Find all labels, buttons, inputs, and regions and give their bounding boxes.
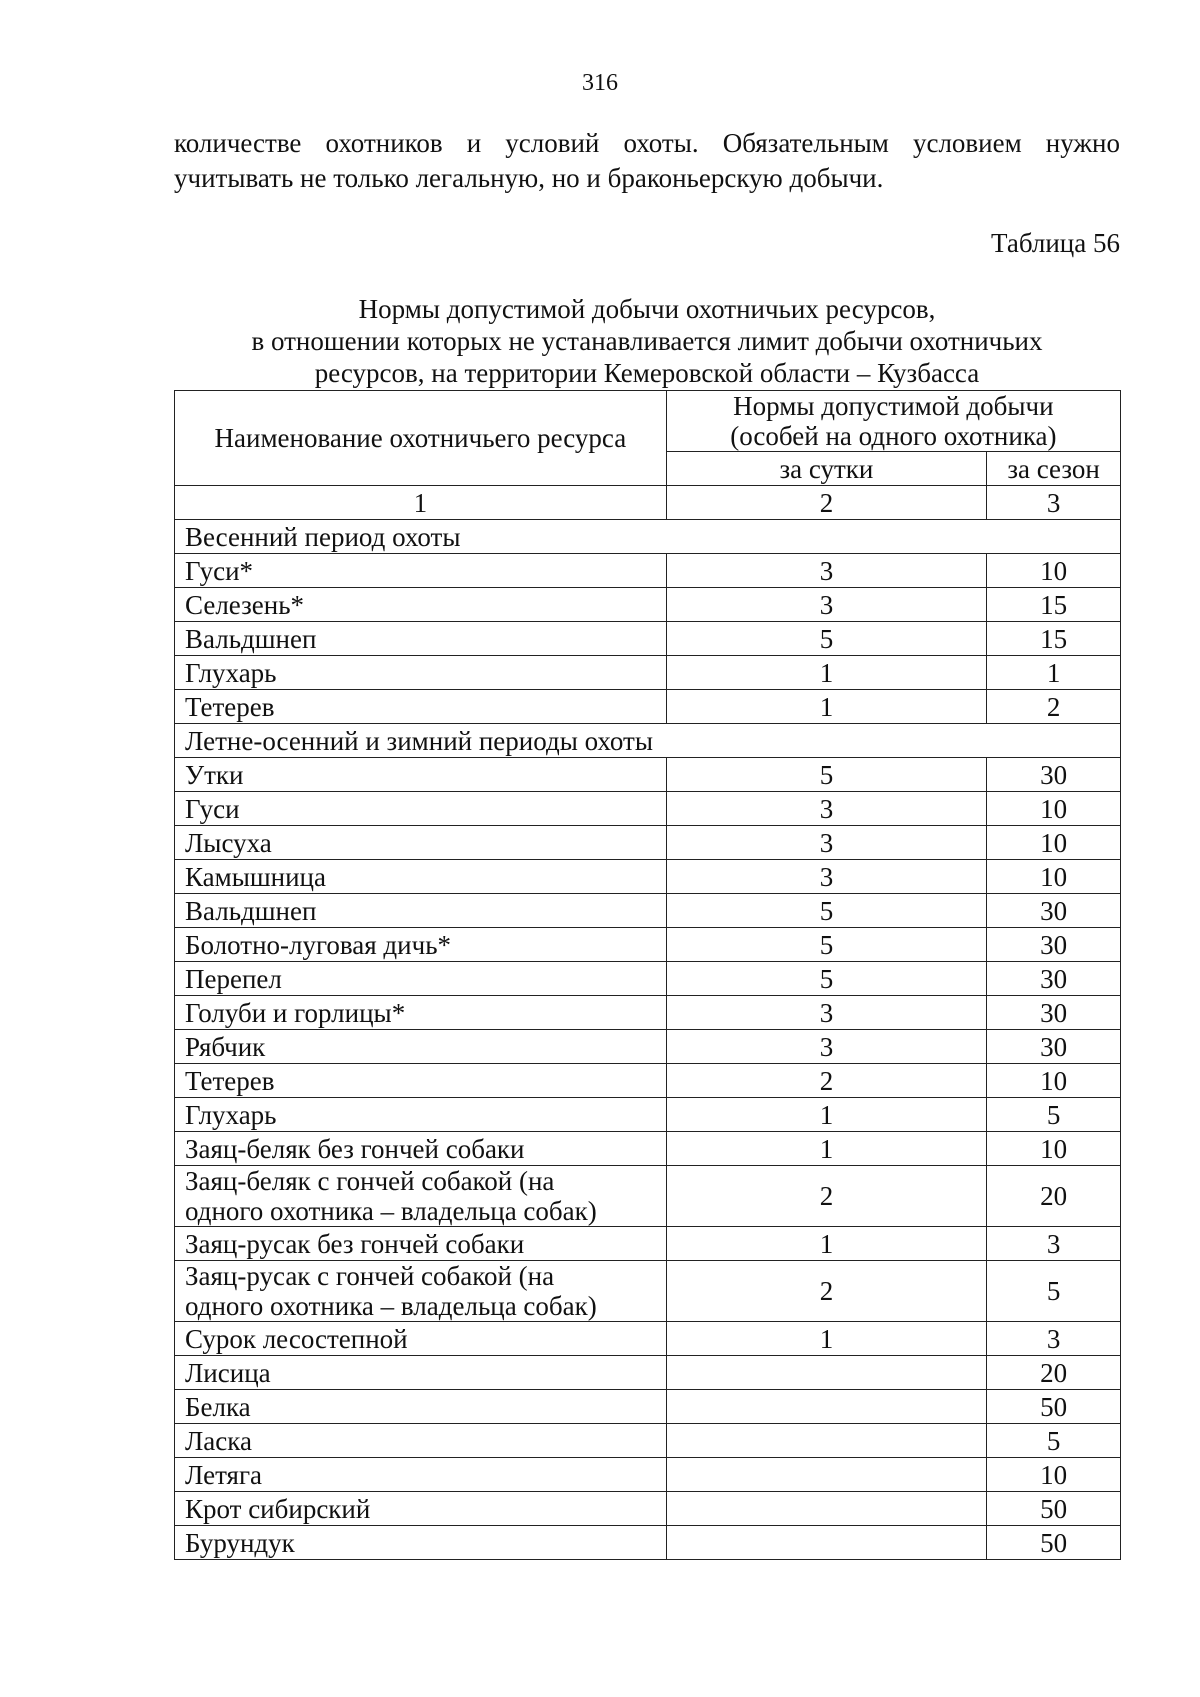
resource-name: Утки (175, 758, 667, 792)
norm-per-season: 30 (987, 758, 1121, 792)
table-row (175, 860, 1121, 894)
resource-name: Гуси (175, 792, 667, 826)
resource-name-line-2: одного охотника – владельца собак) (185, 1196, 597, 1226)
norm-per-season: 3 (987, 1227, 1121, 1261)
table-row (175, 622, 1121, 656)
resource-name: Перепел (175, 962, 667, 996)
norm-per-day: 2 (666, 1064, 986, 1098)
resource-name: Рябчик (175, 1030, 667, 1064)
column-number-2: 2 (666, 486, 986, 520)
resource-name: Тетерев (175, 1064, 667, 1098)
norm-per-season: 10 (987, 792, 1121, 826)
norm-per-day (666, 1424, 986, 1458)
table-row (175, 1492, 1121, 1526)
table-row (175, 690, 1121, 724)
header-norms-line-2: (особей на одного охотника) (730, 421, 1057, 451)
resource-name: Заяц-русак без гончей собаки (175, 1227, 667, 1261)
table-row (175, 588, 1121, 622)
norm-per-day: 3 (666, 826, 986, 860)
norm-per-season: 2 (987, 690, 1121, 724)
resource-name: Гуси* (175, 554, 667, 588)
norm-per-season: 5 (987, 1098, 1121, 1132)
resource-name: Глухарь (175, 1098, 667, 1132)
table-row (175, 1227, 1121, 1261)
norm-per-season: 10 (987, 1458, 1121, 1492)
column-number-1: 1 (175, 486, 667, 520)
norm-per-day: 3 (666, 996, 986, 1030)
period-label: Весенний период охоты (175, 520, 1121, 554)
norm-per-season: 15 (987, 588, 1121, 622)
norm-per-season: 30 (987, 962, 1121, 996)
resource-name: Вальдшнеп (175, 622, 667, 656)
column-number-row (175, 486, 1121, 520)
resource-name: Селезень* (175, 588, 667, 622)
table-row (175, 1132, 1121, 1166)
norm-per-season: 10 (987, 1132, 1121, 1166)
period-label: Летне-осенний и зимний периоды охоты (175, 724, 1121, 758)
table-row (175, 996, 1121, 1030)
norm-per-day (666, 1356, 986, 1390)
norm-per-day: 1 (666, 690, 986, 724)
table-caption (174, 293, 1120, 389)
header-row (175, 391, 1121, 452)
norm-per-day: 2 (666, 1166, 986, 1227)
resource-name (175, 1261, 667, 1322)
norm-per-day: 5 (666, 622, 986, 656)
norm-per-season: 50 (987, 1492, 1121, 1526)
table-row (175, 1322, 1121, 1356)
table-row (175, 656, 1121, 690)
norm-per-day: 1 (666, 1132, 986, 1166)
resource-name-line-1: Заяц-беляк с гончей собакой (на (185, 1166, 555, 1196)
resource-name: Летяга (175, 1458, 667, 1492)
table-row (175, 1424, 1121, 1458)
table-row (175, 1064, 1121, 1098)
norm-per-day: 3 (666, 792, 986, 826)
norm-per-day: 1 (666, 656, 986, 690)
table-label: Таблица 56 (991, 228, 1120, 258)
norm-per-season: 30 (987, 894, 1121, 928)
norm-per-day: 3 (666, 1030, 986, 1064)
norm-per-season: 10 (987, 826, 1121, 860)
paragraph-line-2: учитывать не только легальную, но и браконьерскую добычи. (174, 163, 884, 193)
norm-per-day: 5 (666, 758, 986, 792)
norm-per-day: 1 (666, 1227, 986, 1261)
table-row (175, 1098, 1121, 1132)
norm-per-season: 30 (987, 996, 1121, 1030)
table-row (175, 928, 1121, 962)
table-row (175, 1356, 1121, 1390)
norm-per-day: 1 (666, 1098, 986, 1132)
table-row (175, 826, 1121, 860)
norm-per-day (666, 1492, 986, 1526)
period-row-autumn (175, 724, 1121, 758)
resource-name (175, 1166, 667, 1227)
table-row (175, 1458, 1121, 1492)
resource-name: Вальдшнеп (175, 894, 667, 928)
resource-name: Болотно-луговая дичь* (175, 928, 667, 962)
resource-name-line-1: Заяц-русак с гончей собакой (на (185, 1261, 555, 1291)
header-per-day: за сутки (666, 452, 986, 486)
norm-per-season: 50 (987, 1390, 1121, 1424)
resource-name: Бурундук (175, 1526, 667, 1560)
caption-line-1: Нормы допустимой добычи охотничьих ресурсов, (358, 294, 936, 324)
norm-per-day (666, 1458, 986, 1492)
norms-table (174, 390, 1121, 1560)
header-resource-name: Наименование охотничьего ресурса (175, 391, 667, 486)
norm-per-day: 5 (666, 894, 986, 928)
resource-name: Заяц-беляк без гончей собаки (175, 1132, 667, 1166)
resource-name: Лысуха (175, 826, 667, 860)
norm-per-season: 5 (987, 1261, 1121, 1322)
table-row (175, 1390, 1121, 1424)
resource-name-line-2: одного охотника – владельца собак) (185, 1291, 597, 1321)
norm-per-day: 3 (666, 554, 986, 588)
norm-per-season: 15 (987, 622, 1121, 656)
resource-name: Голуби и горлицы* (175, 996, 667, 1030)
table-row (175, 758, 1121, 792)
resource-name: Белка (175, 1390, 667, 1424)
norm-per-season: 10 (987, 554, 1121, 588)
norm-per-day (666, 1526, 986, 1560)
norm-per-season: 5 (987, 1424, 1121, 1458)
resource-name: Сурок лесостепной (175, 1322, 667, 1356)
norm-per-season: 10 (987, 1064, 1121, 1098)
table-row (175, 1166, 1121, 1227)
resource-name: Камышница (175, 860, 667, 894)
norm-per-season: 20 (987, 1166, 1121, 1227)
period-row-spring (175, 520, 1121, 554)
table-row (175, 894, 1121, 928)
norm-per-day: 2 (666, 1261, 986, 1322)
norm-per-season: 10 (987, 860, 1121, 894)
norm-per-season: 20 (987, 1356, 1121, 1390)
norm-per-day (666, 1390, 986, 1424)
resource-name: Лисица (175, 1356, 667, 1390)
header-norms-line-1: Нормы допустимой добычи (733, 391, 1054, 421)
norm-per-season: 1 (987, 656, 1121, 690)
norm-per-season: 50 (987, 1526, 1121, 1560)
norm-per-day: 3 (666, 588, 986, 622)
resource-name: Глухарь (175, 656, 667, 690)
caption-line-2: в отношении которых не устанавливается лимит добычи охотничьих (251, 326, 1043, 356)
caption-line-3: ресурсов, на территории Кемеровской области – Кузбасса (314, 358, 980, 388)
norm-per-day: 5 (666, 962, 986, 996)
body-paragraph (174, 126, 1120, 196)
norm-per-season: 3 (987, 1322, 1121, 1356)
header-per-season: за сезон (987, 452, 1121, 486)
paragraph-line-1: количестве охотников и условий охоты. Обязательным условием нужно (174, 128, 1120, 158)
resource-name: Тетерев (175, 690, 667, 724)
norm-per-day: 3 (666, 860, 986, 894)
column-number-3: 3 (987, 486, 1121, 520)
resource-name: Крот сибирский (175, 1492, 667, 1526)
resource-name: Ласка (175, 1424, 667, 1458)
norm-per-season: 30 (987, 928, 1121, 962)
norm-per-season: 30 (987, 1030, 1121, 1064)
table-row (175, 1030, 1121, 1064)
header-norms (666, 391, 1120, 452)
table-body (175, 520, 1121, 1560)
table-row (175, 1526, 1121, 1560)
norm-per-day: 1 (666, 1322, 986, 1356)
table-row (175, 554, 1121, 588)
norm-per-day: 5 (666, 928, 986, 962)
page-number: 316 (582, 70, 618, 96)
table-row (175, 1261, 1121, 1322)
table-row (175, 962, 1121, 996)
table-row (175, 792, 1121, 826)
